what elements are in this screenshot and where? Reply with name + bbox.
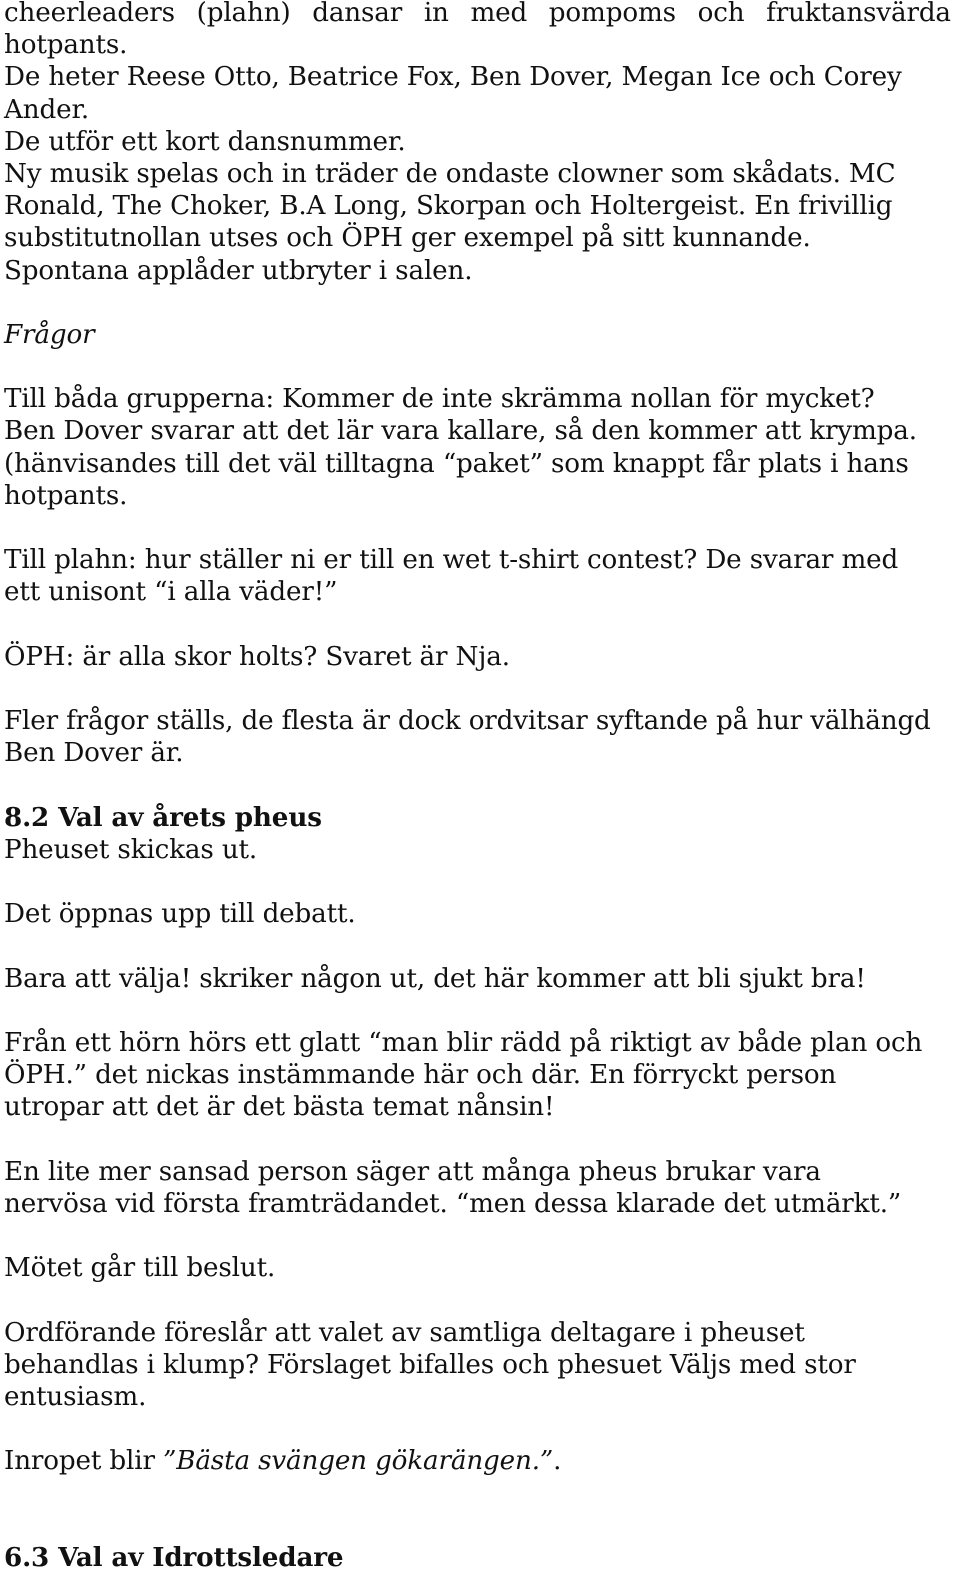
section-heading-8-2: 8.2 Val av årets pheus	[4, 801, 322, 833]
paragraph-gap	[4, 287, 956, 319]
qa-block1-line: Ben Dover svarar att det lär vara kallare, så den kommer att krympa.	[4, 416, 917, 447]
qa-block4-line: Fler frågor ställs, de flesta är dock ordvitsar syftande på hur välhängd	[4, 706, 931, 737]
section-8-2-p6: Mötet går till beslut.	[4, 1253, 276, 1284]
intro-line-7: Ronald, The Choker, B.A Long, Skorpan och Holtergeist. En frivillig	[4, 191, 893, 222]
intro-word: och	[697, 0, 745, 28]
intro-word: med	[470, 0, 528, 28]
paragraph-gap	[4, 351, 956, 383]
section-8-2-p7-line: entusiasm.	[4, 1382, 147, 1413]
document-page	[4, 0, 956, 1574]
qa-block1-line: hotpants.	[4, 480, 128, 511]
qa-block2-line: Till plahn: hur ställer ni er till en wet t-shirt contest? De svarar med	[4, 545, 899, 576]
intro-word: dansar	[312, 0, 403, 28]
inropet-prefix: Inropet blir	[4, 1446, 164, 1477]
paragraph-gap	[4, 1413, 956, 1445]
section-heading-6-3: 6.3 Val av Idrottsledare	[4, 1542, 344, 1573]
paragraph-gap	[4, 1285, 956, 1317]
inropet-quote: ”Bästa svängen gökarängen.”	[163, 1446, 554, 1477]
paragraph-gap	[4, 1124, 956, 1156]
intro-line-6: Ny musik spelas och in träder de ondaste clowner som skådats. MC	[4, 158, 896, 189]
intro-line-1	[4, 0, 951, 29]
section-8-2-p7-line: Ordförande föreslår att valet av samtliga deltagare i pheuset	[4, 1317, 805, 1348]
intro-line-2: hotpants.	[4, 30, 128, 61]
paragraph-gap	[4, 1220, 956, 1252]
intro-line-5: De utför ett kort dansnummer.	[4, 126, 406, 157]
intro-line-3: De heter Reese Otto, Beatrice Fox, Ben Dover, Megan Ice och Corey	[4, 62, 902, 93]
qa-block1-line: Till båda grupperna: Kommer de inte skrämma nollan för mycket?	[4, 384, 875, 415]
section-8-2-p8	[4, 1445, 956, 1477]
section-8-2-p5-line: En lite mer sansad person säger att många pheus brukar vara	[4, 1156, 821, 1187]
intro-line-8: substitutnollan utses och ÖPH ger exempel på sitt kunnande.	[4, 223, 811, 254]
paragraph-gap	[4, 930, 956, 962]
section-8-2-p4-line: ÖPH.” det nickas instämmande här och där. En förryckt person	[4, 1060, 837, 1091]
paragraph-gap	[4, 512, 956, 544]
qa-block2-line: ett unisont “i alla väder!”	[4, 577, 338, 608]
inropet-suffix: .	[553, 1446, 562, 1477]
section-8-2-p3: Bara att välja! skriker någon ut, det här kommer att bli sjukt bra!	[4, 963, 866, 994]
paragraph-gap	[4, 866, 956, 898]
fragor-heading: Frågor	[4, 319, 95, 350]
intro-word: fruktansvärda	[766, 0, 951, 28]
paragraph-gap	[4, 995, 956, 1027]
intro-line-9: Spontana applåder utbryter i salen.	[4, 255, 473, 286]
paragraph-gap	[4, 609, 956, 641]
qa-block4-line: Ben Dover är.	[4, 738, 184, 769]
intro-word: in	[423, 0, 449, 28]
intro-word: pompoms	[548, 0, 676, 28]
section-8-2-p2: Det öppnas upp till debatt.	[4, 899, 356, 930]
paragraph-gap	[4, 1478, 956, 1510]
intro-line-4: Ander.	[4, 94, 90, 125]
section-8-2-p7-line: behandlas i klump? Förslaget bifalles och phesuet Väljs med stor	[4, 1349, 856, 1380]
paragraph-gap	[4, 770, 956, 802]
section-8-2-p4-line: utropar att det är det bästa temat nånsin!	[4, 1092, 555, 1123]
intro-word: cheerleaders	[4, 0, 175, 28]
section-8-2-p1: Pheuset skickas ut.	[4, 834, 258, 865]
qa-block3-line: ÖPH: är alla skor holts? Svaret är Nja.	[4, 641, 510, 672]
intro-word: (plahn)	[196, 0, 291, 28]
section-8-2-p4-line: Från ett hörn hörs ett glatt “man blir rädd på riktigt av både plan och	[4, 1028, 923, 1058]
paragraph-gap	[4, 673, 956, 705]
qa-block1-line: (hänvisandes till det väl tilltagna “paket” som knappt får plats i hans	[4, 448, 909, 479]
paragraph-gap	[4, 1510, 956, 1542]
section-8-2-p5-line: nervösa vid första framträdandet. “men dessa klarade det utmärkt.”	[4, 1188, 902, 1219]
